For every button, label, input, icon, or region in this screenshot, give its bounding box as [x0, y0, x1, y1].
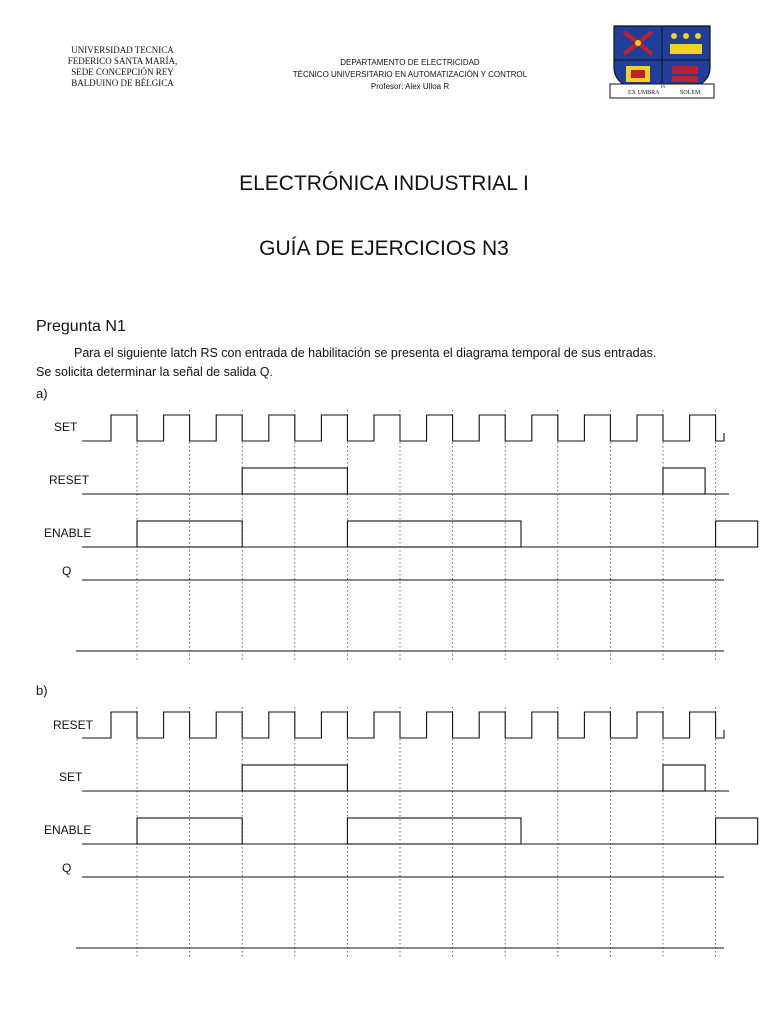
signal-label-a-3: Q	[62, 564, 72, 578]
university-line-4: BALDUINO DE BÉLGICA	[71, 78, 174, 88]
department-info	[260, 57, 560, 93]
university-crest-icon	[608, 24, 716, 102]
part-label-b: b)	[36, 683, 48, 698]
pulse-b-2-2	[716, 818, 758, 844]
part-label-a: a)	[36, 386, 48, 401]
timing-waveforms-b	[0, 702, 768, 962]
document-subtitle: GUÍA DE EJERCICIOS N3	[259, 237, 509, 260]
pulse-a-2-2	[716, 521, 758, 547]
clock-waveform-b	[82, 712, 724, 738]
question-text	[36, 344, 736, 382]
question-text-line-2: Se solicita determinar la señal de salida Q.	[36, 365, 273, 379]
department-line-1: DEPARTAMENTO DE ELECTRICIDAD	[340, 58, 480, 67]
signal-label-b-3: Q	[62, 861, 72, 875]
signal-label-a-0: SET	[54, 420, 78, 434]
question-heading: Pregunta N1	[36, 318, 126, 335]
question-text-line-1: Para el siguiente latch RS con entrada de habilitación se presenta el diagrama temporal de sus entradas.	[74, 346, 657, 360]
clock-waveform-a	[82, 415, 724, 441]
pulse-a-1-1	[663, 468, 705, 494]
professor-line: Profesor: Alex Ulloa R	[370, 82, 450, 91]
signal-label-b-2: ENABLE	[44, 823, 92, 837]
crest-motto-right: SOLEM	[680, 90, 701, 96]
timing-waveforms-a	[0, 405, 768, 665]
pulse-a-2-1	[347, 521, 521, 547]
signal-label-b-0: RESET	[53, 718, 94, 732]
university-line-3: SEDE CONCEPCIÓN REY	[71, 67, 174, 77]
signal-label-a-1: RESET	[49, 473, 90, 487]
university-line-1: UNIVERSIDAD TECNICA	[71, 45, 174, 55]
department-line-2: TÉCNICO UNIVERSITARIO EN AUTOMATIZACIÓN Y CONTROL	[292, 70, 528, 79]
crest-motto-mid: IN	[661, 84, 666, 89]
signal-label-a-2: ENABLE	[44, 526, 92, 540]
document-title: ELECTRÓNICA INDUSTRIAL I	[239, 172, 529, 195]
pulse-b-2-1	[347, 818, 521, 844]
crest-motto-left: EX UMBRA	[628, 90, 660, 96]
university-name	[40, 45, 205, 89]
university-line-2: FEDERICO SANTA MARÍA,	[67, 56, 178, 66]
signal-label-b-1: SET	[59, 770, 83, 784]
pulse-b-1-1	[663, 765, 705, 791]
